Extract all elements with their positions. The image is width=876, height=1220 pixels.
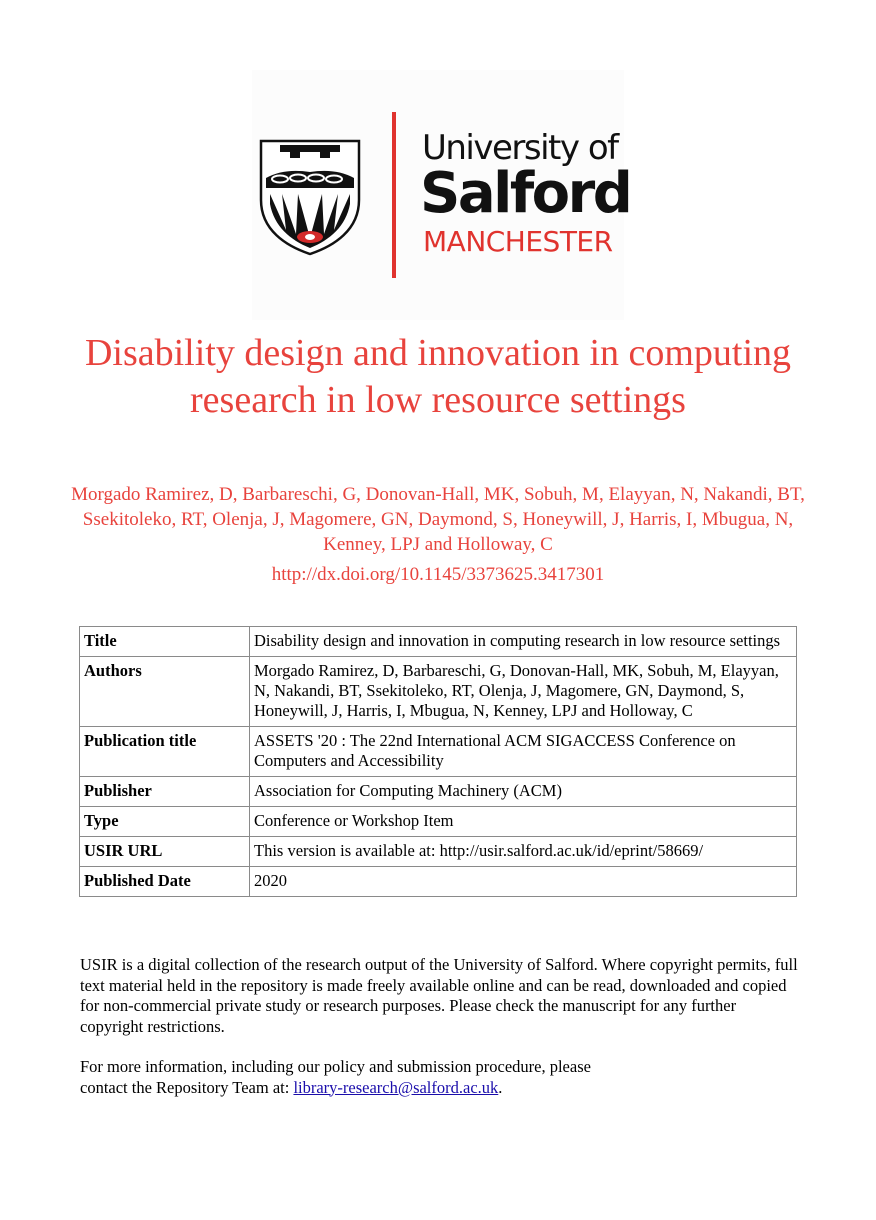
table-row	[80, 627, 797, 657]
contact-info	[80, 1057, 800, 1098]
contact-line2-prefix: contact the Repository Team at:	[80, 1077, 294, 1097]
metadata-table	[79, 626, 797, 897]
repository-email-link[interactable]: library-research@salford.ac.uk	[293, 1077, 499, 1097]
table-label-cell: Published Date	[80, 867, 250, 897]
doi-link[interactable]: http://dx.doi.org/10.1145/3373625.3417301	[271, 564, 605, 585]
table-value-cell: Morgado Ramirez, D, Barbareschi, G, Donovan-Hall, MK, Sobuh, M, Elayyan, N, Nakandi, BT, Ssekitoleko, RT, Olenja, J, Magomere, GN, Daymond, S, Honeywill, J, Harris, I, Mbugua, N, Kenney, LPJ and Holloway, C	[250, 657, 797, 727]
document-authors: Morgado Ramirez, D, Barbareschi, G, Donovan-Hall, MK, Sobuh, M, Elayyan, N, Nakandi, BT, Ssekitoleko, RT, Olenja, J, Magomere, GN, Daymond, S, Honeywill, J, Harris, I, Mbugua, N, Kenney, LPJ and Holloway, C	[71, 484, 805, 555]
table-value-cell: ASSETS '20 : The 22nd International ACM SIGACCESS Conference on Computers and Accessibility	[250, 727, 797, 777]
logo-university-of: University of	[422, 128, 618, 168]
table-label-cell: Type	[80, 807, 250, 837]
table-label-cell: Publisher	[80, 777, 250, 807]
logo-manchester: MANCHESTER	[423, 225, 613, 258]
table-value-cell: Conference or Workshop Item	[250, 807, 797, 837]
university-crest-icon	[258, 138, 362, 256]
table-value-cell: Association for Computing Machinery (ACM)	[250, 777, 797, 807]
contact-line1: For more information, including our policy and submission procedure, please	[80, 1057, 591, 1076]
table-row	[80, 837, 797, 867]
table-label-cell: Title	[80, 627, 250, 657]
logo-divider	[392, 112, 396, 278]
table-row	[80, 867, 797, 897]
table-label-cell: Publication title	[80, 727, 250, 777]
table-row	[80, 727, 797, 777]
table-row	[80, 657, 797, 727]
table-label-cell: USIR URL	[80, 837, 250, 867]
contact-suffix: .	[498, 1077, 503, 1097]
table-row	[80, 777, 797, 807]
table-label-cell: Authors	[80, 657, 250, 727]
usir-description: USIR is a digital collection of the research output of the University of Salford. Where copyright permits, full text material held in the repository is made freely available online and can be read, downloaded and copied for non-commercial private study or research purposes. Please check the manuscript for any further copyright restrictions.	[80, 955, 798, 1036]
table-row	[80, 807, 797, 837]
table-value-cell: This version is available at: http://usir.salford.ac.uk/id/eprint/58669/	[250, 837, 797, 867]
logo-salford: Salford	[420, 161, 631, 226]
document-title: Disability design and innovation in computing research in low resource settings	[84, 332, 792, 421]
table-value-cell: 2020	[250, 867, 797, 897]
table-value-cell: Disability design and innovation in computing research in low resource settings	[250, 627, 797, 657]
